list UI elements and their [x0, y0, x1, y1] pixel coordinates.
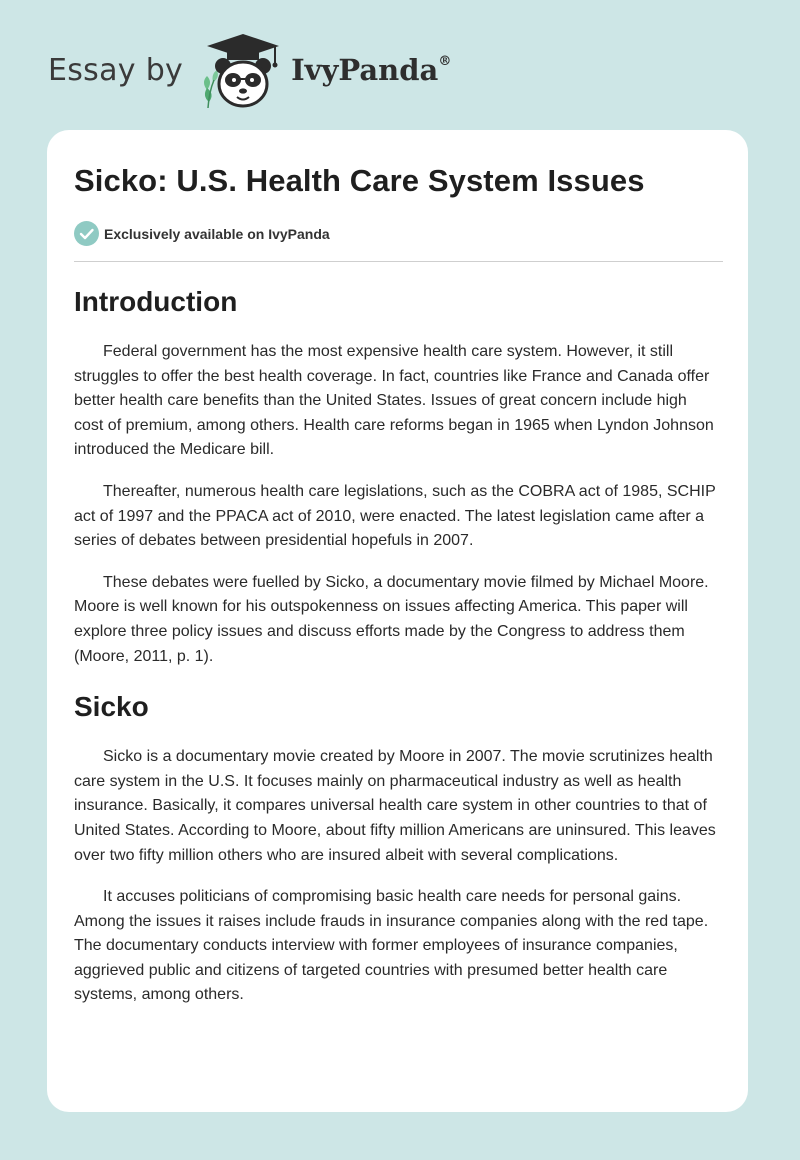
site-header: [48, 30, 451, 110]
brand-logo-text[interactable]: IvyPanda®: [291, 53, 452, 87]
check-circle-icon: [74, 221, 99, 246]
divider: [74, 261, 723, 262]
paragraph: Thereafter, numerous health care legislations, such as the COBRA act of 1985, SCHIP act of 1997 and the PPACA act of 2010, were enacted. The latest legislation came after a series of debates between presidential hopefuls in 2007.: [74, 482, 716, 550]
panda-logo-icon[interactable]: [197, 30, 289, 110]
exclusive-badge-label: Exclusively available on IvyPanda: [104, 225, 330, 242]
section-heading-introduction: Introduction: [74, 286, 238, 317]
essay-card: [47, 130, 748, 1112]
paragraph: Sicko is a documentary movie created by Moore in 2007. The movie scrutinizes health care system in the U.S. It focuses mainly on pharmaceutical industry as well as health insurance. Basically, it compares universal health care system in other countries to that of United States. According to Moore, about fifty million Americans are uninsured. This leaves over two fifty million others who are insured albeit with several complications.: [74, 748, 716, 864]
page-title: Sicko: U.S. Health Care System Issues: [74, 163, 645, 198]
paragraph: It accuses politicians of compromising basic health care needs for personal gains. Among the issues it raises include frauds in insurance companies along with the red tape. The documentary conducts interview with former employees of insurance companies, aggrieved public and citizens of targeted countries with presumed better health care systems, among others.: [74, 888, 709, 1004]
paragraph: Federal government has the most expensive health care system. However, it still struggles to offer the best health coverage. In fact, countries like France and Canada offer better health care benefits than the United States. Issues of great concern include high cost of premium, among others. Health care reforms began in 1965 when Lyndon Johnson introduced the Medicare bill.: [74, 343, 714, 459]
essay-body: [74, 278, 719, 1025]
exclusive-badge: [74, 221, 330, 246]
essay-by-label: Essay by: [48, 52, 184, 88]
section-heading-sicko: Sicko: [74, 691, 149, 723]
paragraph: These debates were fuelled by Sicko, a documentary movie filmed by Michael Moore. Moore is well known for his outspokenness on issues affecting America. This paper will explore three policy issues and discuss efforts made by the Congress to address them (Moore, 2011, p. 1).: [74, 573, 709, 665]
